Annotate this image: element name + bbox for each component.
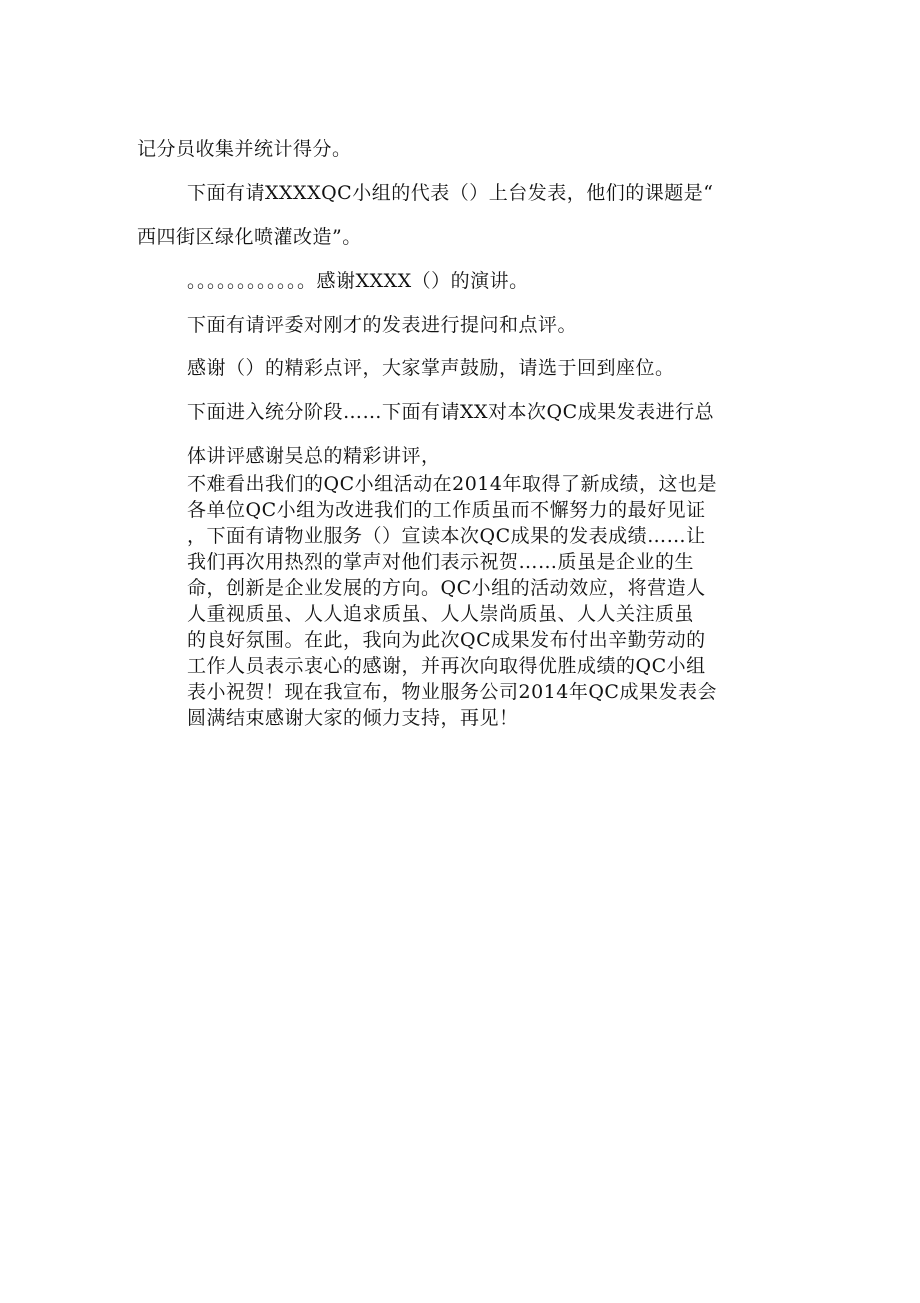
text-line: 人重视质虽、人人追求质虽、人人崇尚质虽、人人关注质虽: [187, 603, 695, 625]
text-line: 的良好氛围。在此，我向为此次QC成果发布付出辛勤劳动的: [187, 629, 706, 651]
text-line: 记分员收集并统计得分。: [137, 138, 352, 160]
text-line: 下面进入统分阶段……下面有请XX对本次QC成果发表进行总: [187, 401, 715, 423]
text-line: 下面有请评委对刚才的发表进行提问和点评。: [187, 314, 578, 336]
text-line: 感谢（）的精彩点评，大家掌声鼓励，请选于回到座位。: [187, 357, 675, 379]
text-line: 不难看出我们的QC小组活动在2014年取得了新成绩，这也是: [187, 473, 717, 495]
text-line: 我们再次用热烈的掌声对他们表示祝贺……质虽是企业的生: [187, 551, 695, 573]
text-line: 体讲评感谢吴总的精彩讲评，: [187, 445, 441, 467]
text-line: 表小祝贺！现在我宣布，物业服务公司2014年QC成果发表会: [187, 681, 717, 703]
closing-paragraph: [187, 471, 767, 731]
text-line: ，下面有请物业服务（）宣读本次QC成果的发表成绩……让: [187, 525, 706, 547]
text-line: 圆满结束感谢大家的倾力支持，再见！: [187, 707, 519, 729]
text-line: 工作人员表示衷心的感谢，并再次向取得优胜成绩的QC小组: [187, 655, 706, 677]
text-line: 西四街区绿化喷灌改造”。: [137, 226, 362, 248]
text-line: 。。。。。。。。。。。。感谢XXXX（）的演讲。: [187, 270, 529, 292]
text-line: 各单位QC小组为改进我们的工作质虽而不懈努力的最好见证: [187, 499, 706, 521]
text-line: 下面有请XXXXQC小组的代表（）上台发表，他们的课题是“: [187, 182, 714, 204]
text-line: 命，创新是企业发展的方向。QC小组的活动效应，将营造人: [187, 577, 706, 599]
